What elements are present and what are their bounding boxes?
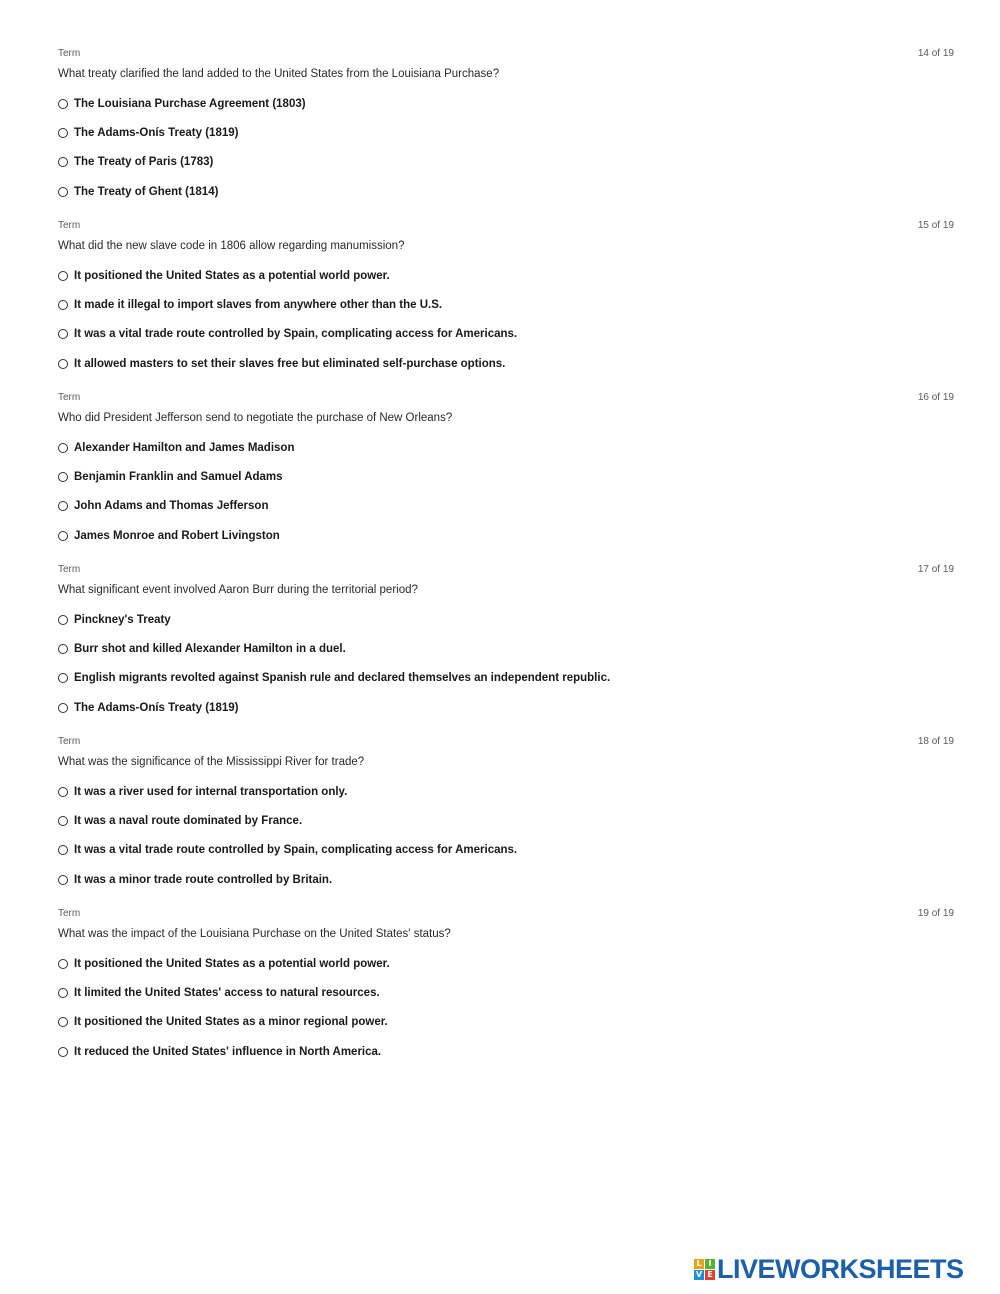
question-header: [58, 563, 954, 579]
question-prompt: What treaty clarified the land added to the United States from the Louisiana Purchase?: [58, 68, 500, 80]
radio-button-icon[interactable]: [58, 157, 68, 167]
answer-option-label: It was a naval route dominated by France.: [74, 815, 303, 828]
answer-options: [58, 777, 954, 895]
question-counter: 18 of 19: [917, 736, 954, 747]
question-block: [58, 735, 954, 907]
radio-button-icon[interactable]: [58, 359, 68, 369]
answer-option-label: The Louisiana Purchase Agreement (1803): [74, 97, 306, 110]
answer-option[interactable]: [58, 865, 954, 894]
answer-option[interactable]: [58, 492, 954, 521]
answer-option-label: The Adams-Onís Treaty (1819): [74, 701, 239, 714]
question-block: [58, 219, 954, 391]
radio-button-icon[interactable]: [58, 99, 68, 109]
logo-mark-tile: I: [705, 1259, 715, 1269]
logo-mark-tile: V: [695, 1269, 703, 1279]
radio-button-icon[interactable]: [58, 271, 68, 281]
answer-option-label: It reduced the United States' influence in North America.: [74, 1045, 382, 1058]
answer-options: [58, 89, 954, 207]
question-prompt: What was the significance of the Mississippi River for trade?: [58, 756, 365, 768]
answer-option[interactable]: [58, 148, 954, 177]
question-header: [58, 735, 954, 751]
answer-option[interactable]: [58, 177, 954, 206]
answer-option-label: Pinckney's Treaty: [74, 613, 171, 626]
radio-button-icon[interactable]: [58, 816, 68, 826]
radio-button-icon[interactable]: [58, 1017, 68, 1027]
radio-button-icon[interactable]: [58, 443, 68, 453]
answer-option-label: It was a vital trade route controlled by Spain, complicating access for Americans.: [74, 328, 518, 341]
term-label: Term: [58, 48, 81, 59]
radio-button-icon[interactable]: [58, 615, 68, 625]
answer-options: [58, 605, 954, 723]
question-block: [58, 47, 954, 219]
answer-option-label: Alexander Hamilton and James Madison: [74, 441, 295, 454]
answer-option[interactable]: [58, 605, 954, 634]
term-label: Term: [58, 736, 81, 747]
radio-button-icon[interactable]: [58, 128, 68, 138]
radio-button-icon[interactable]: [58, 501, 68, 511]
question-prompt: Who did President Jefferson send to negotiate the purchase of New Orleans?: [58, 412, 453, 424]
answer-options: [58, 261, 954, 379]
answer-option-label: It allowed masters to set their slaves free but eliminated self-purchase options.: [74, 357, 506, 370]
answer-option[interactable]: [58, 261, 954, 290]
term-label: Term: [58, 220, 81, 231]
question-header: [58, 391, 954, 407]
question-block: [58, 391, 954, 563]
question-prompt: What significant event involved Aaron Burr during the territorial period?: [58, 584, 418, 596]
logo-mark-tile: E: [705, 1270, 715, 1280]
question-counter: 16 of 19: [917, 392, 954, 403]
answer-option[interactable]: [58, 89, 954, 118]
logo-text: LIVEWORKSHEETS: [717, 1254, 964, 1284]
answer-option-label: It made it illegal to import slaves from anywhere other than the U.S.: [74, 299, 443, 312]
answer-option-label: It was a minor trade route controlled by Britain.: [74, 873, 333, 886]
logo-mark-tile: L: [694, 1259, 704, 1269]
radio-button-icon[interactable]: [58, 329, 68, 339]
answer-option[interactable]: [58, 634, 954, 663]
radio-button-icon[interactable]: [58, 703, 68, 713]
radio-button-icon[interactable]: [58, 875, 68, 885]
question-header: [58, 219, 954, 235]
radio-button-icon[interactable]: [58, 187, 68, 197]
radio-button-icon[interactable]: [58, 300, 68, 310]
term-label: Term: [58, 392, 81, 403]
answer-option-label: James Monroe and Robert Livingston: [74, 529, 280, 542]
answer-option[interactable]: [58, 777, 954, 806]
radio-button-icon[interactable]: [58, 531, 68, 541]
answer-option-label: It positioned the United States as a potential world power.: [74, 269, 390, 282]
answer-option-label: It was a river used for internal transportation only.: [74, 785, 348, 798]
answer-option-label: Benjamin Franklin and Samuel Adams: [74, 471, 283, 484]
answer-option-label: It positioned the United States as a minor regional power.: [74, 1016, 388, 1029]
question-counter: 14 of 19: [917, 48, 954, 59]
question-counter: 19 of 19: [917, 908, 954, 919]
worksheet: [58, 47, 954, 1079]
answer-option[interactable]: [58, 806, 954, 835]
answer-option[interactable]: [58, 290, 954, 319]
answer-option-label: It positioned the United States as a potential world power.: [74, 957, 390, 970]
answer-option[interactable]: [58, 978, 954, 1007]
answer-option[interactable]: [58, 949, 954, 978]
question-block: [58, 563, 954, 735]
question-header: [58, 907, 954, 923]
question-counter: 17 of 19: [917, 564, 954, 575]
answer-option-label: The Treaty of Ghent (1814): [74, 185, 219, 198]
radio-button-icon[interactable]: [58, 959, 68, 969]
radio-button-icon[interactable]: [58, 787, 68, 797]
radio-button-icon[interactable]: [58, 644, 68, 654]
question-prompt: What did the new slave code in 1806 allow regarding manumission?: [58, 240, 405, 252]
answer-option[interactable]: [58, 664, 954, 693]
answer-option[interactable]: [58, 1008, 954, 1037]
answer-option-label: It limited the United States' access to natural resources.: [74, 987, 380, 1000]
answer-option-label: The Treaty of Paris (1783): [74, 156, 214, 169]
answer-options: [58, 433, 954, 551]
answer-option[interactable]: [58, 836, 954, 865]
answer-option[interactable]: [58, 521, 954, 550]
answer-option[interactable]: [58, 693, 954, 722]
answer-option-label: Burr shot and killed Alexander Hamilton in a duel.: [74, 643, 346, 656]
radio-button-icon[interactable]: [58, 673, 68, 683]
radio-button-icon[interactable]: [58, 988, 68, 998]
answer-option-label: English migrants revolted against Spanish rule and declared themselves an independent republic.: [74, 672, 611, 685]
question-block: [58, 907, 954, 1079]
answer-option-label: John Adams and Thomas Jefferson: [74, 500, 269, 513]
question-counter: 15 of 19: [917, 220, 954, 231]
radio-button-icon[interactable]: [58, 1047, 68, 1057]
question-header: [58, 47, 954, 63]
answer-option[interactable]: [58, 349, 954, 378]
logo-mark-icon: [694, 1259, 715, 1280]
radio-button-icon[interactable]: [58, 472, 68, 482]
answer-option[interactable]: [58, 1037, 954, 1066]
term-label: Term: [58, 564, 81, 575]
answer-option[interactable]: [58, 118, 954, 147]
answer-option[interactable]: [58, 320, 954, 349]
question-prompt: What was the impact of the Louisiana Purchase on the United States' status?: [58, 928, 451, 940]
liveworksheets-logo: [694, 1256, 964, 1282]
term-label: Term: [58, 908, 81, 919]
answer-option-label: The Adams-Onís Treaty (1819): [74, 127, 239, 140]
answer-option-label: It was a vital trade route controlled by Spain, complicating access for Americans.: [74, 844, 518, 857]
answer-option[interactable]: [58, 433, 954, 462]
answer-option[interactable]: [58, 462, 954, 491]
answer-options: [58, 949, 954, 1067]
radio-button-icon[interactable]: [58, 845, 68, 855]
